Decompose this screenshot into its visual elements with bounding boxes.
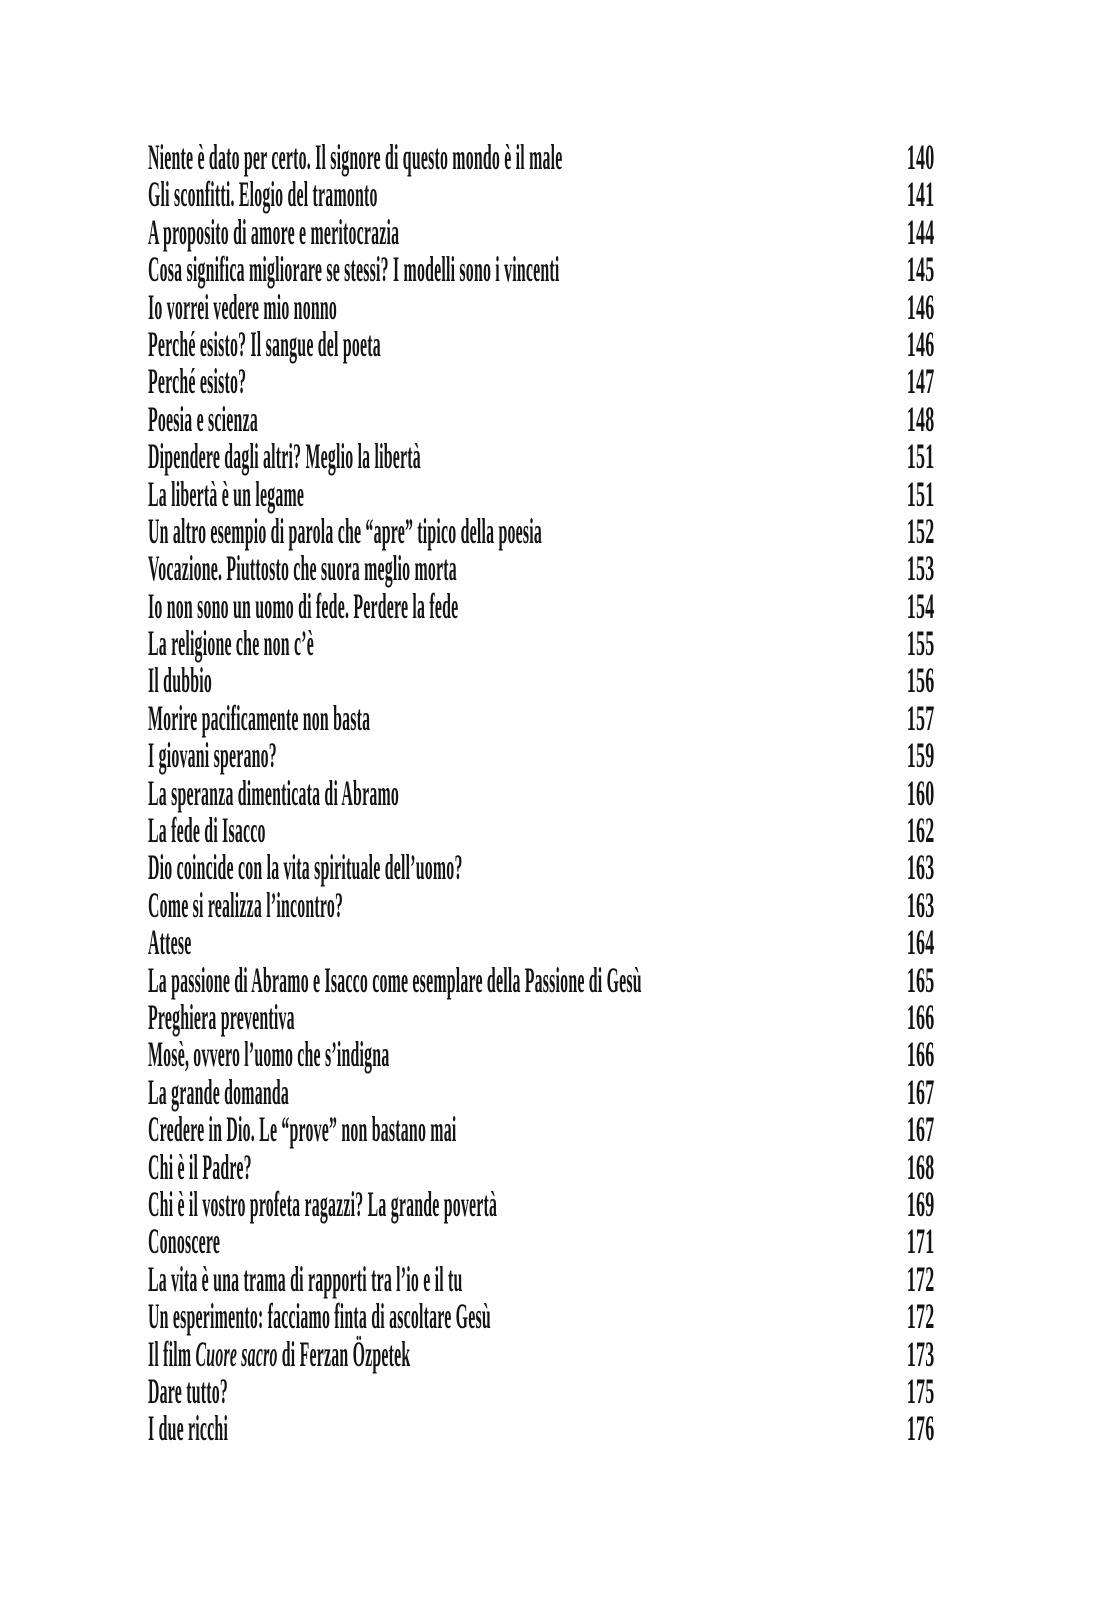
entry-title-segment: Come si realizza l’incontro? [148,884,344,925]
entry-page-number: 160 [906,772,934,813]
toc-row [148,625,934,662]
entry-title [148,1223,220,1260]
toc-row [148,959,934,1000]
entry-page-number: 164 [906,922,934,963]
entry-title-segment: Niente è dato per certo. Il signore di questo mondo è il male [148,137,563,177]
entry-title [148,924,192,961]
entry-title-segment: Perché esisto? Il sangue del poeta [148,323,381,364]
entry-title-segment: Un esperimento: facciamo finta di ascoltare Gesù [148,1296,491,1337]
entry-title [148,1258,463,1299]
toc-row [148,323,934,364]
toc-row [148,737,934,774]
toc-row [148,1410,934,1447]
entry-page-number: 147 [906,361,934,402]
toc-row [148,1298,934,1335]
entry-title [148,772,400,813]
entry-title-segment: di Ferzan Özpetek [277,1333,411,1374]
entry-title-segment: Conoscere [148,1221,221,1262]
toc-row [148,1183,934,1224]
entry-page-number: 153 [906,548,934,589]
toc-row [148,398,934,439]
entry-title-segment: A proposito di amore e meritocrazia [148,211,400,252]
entry-title [148,812,266,849]
toc-row [148,286,934,327]
entry-title [148,697,371,738]
entry-title-segment: La passione di Abramo e Isacco come esemplare della Passione di Gesù [148,959,642,1000]
toc-row [148,363,934,400]
entry-title [148,1333,411,1374]
toc-row [148,772,934,813]
toc-row [148,662,934,699]
entry-page-number: 168 [906,1146,934,1187]
toc-row [148,1146,934,1187]
entry-page-number: 169 [906,1183,934,1224]
entry-title [148,139,563,176]
toc-row [148,1370,934,1411]
toc-row [148,438,934,475]
entry-title-segment: Dare tutto? [148,1370,228,1411]
toc-row [148,1036,934,1073]
toc-row [148,1258,934,1299]
entry-title-segment: Io non sono un uomo di fede. Perdere la fede [148,585,459,626]
entry-page-number: 172 [906,1296,934,1337]
entry-title-segment: Perché esisto? [148,361,247,402]
toc-row [148,550,934,587]
entry-page-number: 166 [906,1034,934,1075]
entry-title-segment: Dio coincide con la vita spirituale dell’uomo? [148,847,463,888]
entry-page-number: 141 [906,174,934,215]
entry-title [148,1410,228,1447]
entry-page-number: 173 [906,1333,934,1374]
entry-title [148,550,457,587]
entry-title-segment: Io vorrei vedere mio nonno [148,286,338,327]
entry-page-number: 152 [906,510,934,551]
entry-title [148,398,258,439]
entry-page-number: 175 [906,1370,934,1411]
entry-title-segment: La speranza dimenticata di Abramo [148,772,400,813]
entry-title-segment: Attese [148,922,192,963]
entry-page-number: 154 [906,585,934,626]
toc-row [148,510,934,551]
toc-row [148,139,934,176]
entry-title [148,1071,290,1112]
toc-row [148,211,934,252]
entry-title-segment: Dipendere dagli altri? Meglio la libertà [148,436,421,477]
entry-page-number: 176 [906,1408,934,1449]
toc-row [148,1111,934,1148]
entry-title-segment: I giovani sperano? [148,735,277,776]
toc-list [148,139,934,1448]
toc-row [148,473,934,514]
entry-title-segment: Chi è il Padre? [148,1146,252,1187]
entry-title-segment: Il dubbio [148,660,213,701]
entry-title [148,1370,228,1411]
entry-title-italic-segment: Cuore sacro [195,1333,278,1374]
entry-title-segment: Il film [148,1333,196,1374]
toc-row [148,849,934,886]
entry-title [148,323,381,364]
entry-title [148,625,314,662]
entry-title-segment: La libertà è un legame [148,473,305,514]
toc-row [148,1223,934,1260]
entry-page-number: 163 [906,847,934,888]
toc-row [148,1333,934,1374]
entry-page-number: 162 [906,810,934,851]
entry-title [148,251,560,288]
entry-page-number: 167 [906,1071,934,1112]
entry-page-number: 146 [906,323,934,364]
entry-title [148,1111,456,1148]
entry-title-segment: Credere in Dio. Le “prove” non bastano mai [148,1109,457,1150]
toc-row [148,697,934,738]
entry-title-segment: Mosè, ovvero l’uomo che s’indigna [148,1034,390,1075]
entry-title [148,996,295,1037]
entry-title-segment: La vita è una trama di rapporti tra l’io e il tu [148,1258,463,1299]
entry-page-number: 155 [906,623,934,664]
entry-page-number: 156 [906,660,934,701]
entry-title-segment: Gli sconfitti. Elogio del tramonto [148,174,378,215]
entry-title [148,286,338,327]
toc-row [148,1071,934,1112]
entry-title [148,1146,252,1187]
entry-title [148,176,378,213]
entry-page-number: 148 [906,398,934,439]
entry-page-number: 151 [906,473,934,514]
toc-row [148,251,934,288]
entry-page-number: 144 [906,211,934,252]
entry-title [148,585,459,626]
entry-title-segment: Cosa significa migliorare se stessi? I modelli sono i vincenti [148,249,560,290]
entry-title [148,211,400,252]
entry-page-number: 140 [906,137,934,177]
entry-title [148,884,344,925]
entry-title-segment: Poesia e scienza [148,398,258,439]
entry-title [148,959,642,1000]
entry-title-segment: La fede di Isacco [148,810,266,851]
entry-page-number: 146 [906,286,934,327]
entry-title [148,473,305,514]
entry-title [148,662,212,699]
entry-title [148,849,463,886]
entry-title-segment: Morire pacificamente non basta [148,697,371,738]
toc-row [148,884,934,925]
entry-title-segment: La grande domanda [148,1071,290,1112]
entry-page-number: 163 [906,884,934,925]
toc-row [148,176,934,213]
entry-page-number: 151 [906,436,934,477]
entry-title-segment: Preghiera preventiva [148,996,295,1037]
entry-title-segment: Un altro esempio di parola che “apre” tipico della poesia [148,510,543,551]
toc-row [148,812,934,849]
entry-title-segment: Chi è il vostro profeta ragazzi? La grande povertà [148,1183,498,1224]
entry-title [148,1298,491,1335]
entry-page-number: 159 [906,735,934,776]
entry-title [148,438,421,475]
toc-row [148,585,934,626]
entry-page-number: 167 [906,1109,934,1150]
entry-title [148,1036,389,1073]
entry-page-number: 165 [906,959,934,1000]
entry-page-number: 145 [906,249,934,290]
entry-title-segment: I due ricchi [148,1408,229,1449]
toc-row [148,996,934,1037]
entry-page-number: 172 [906,1258,934,1299]
entry-title [148,510,543,551]
entry-title-segment: Vocazione. Piuttosto che suora meglio morta [148,548,457,589]
entry-title [148,737,277,774]
entry-page-number: 166 [906,996,934,1037]
entry-page-number: 171 [906,1221,934,1262]
entry-title-segment: La religione che non c’è [148,623,315,664]
entry-page-number: 157 [906,697,934,738]
toc-row [148,924,934,961]
entry-title [148,1183,498,1224]
entry-title [148,363,246,400]
